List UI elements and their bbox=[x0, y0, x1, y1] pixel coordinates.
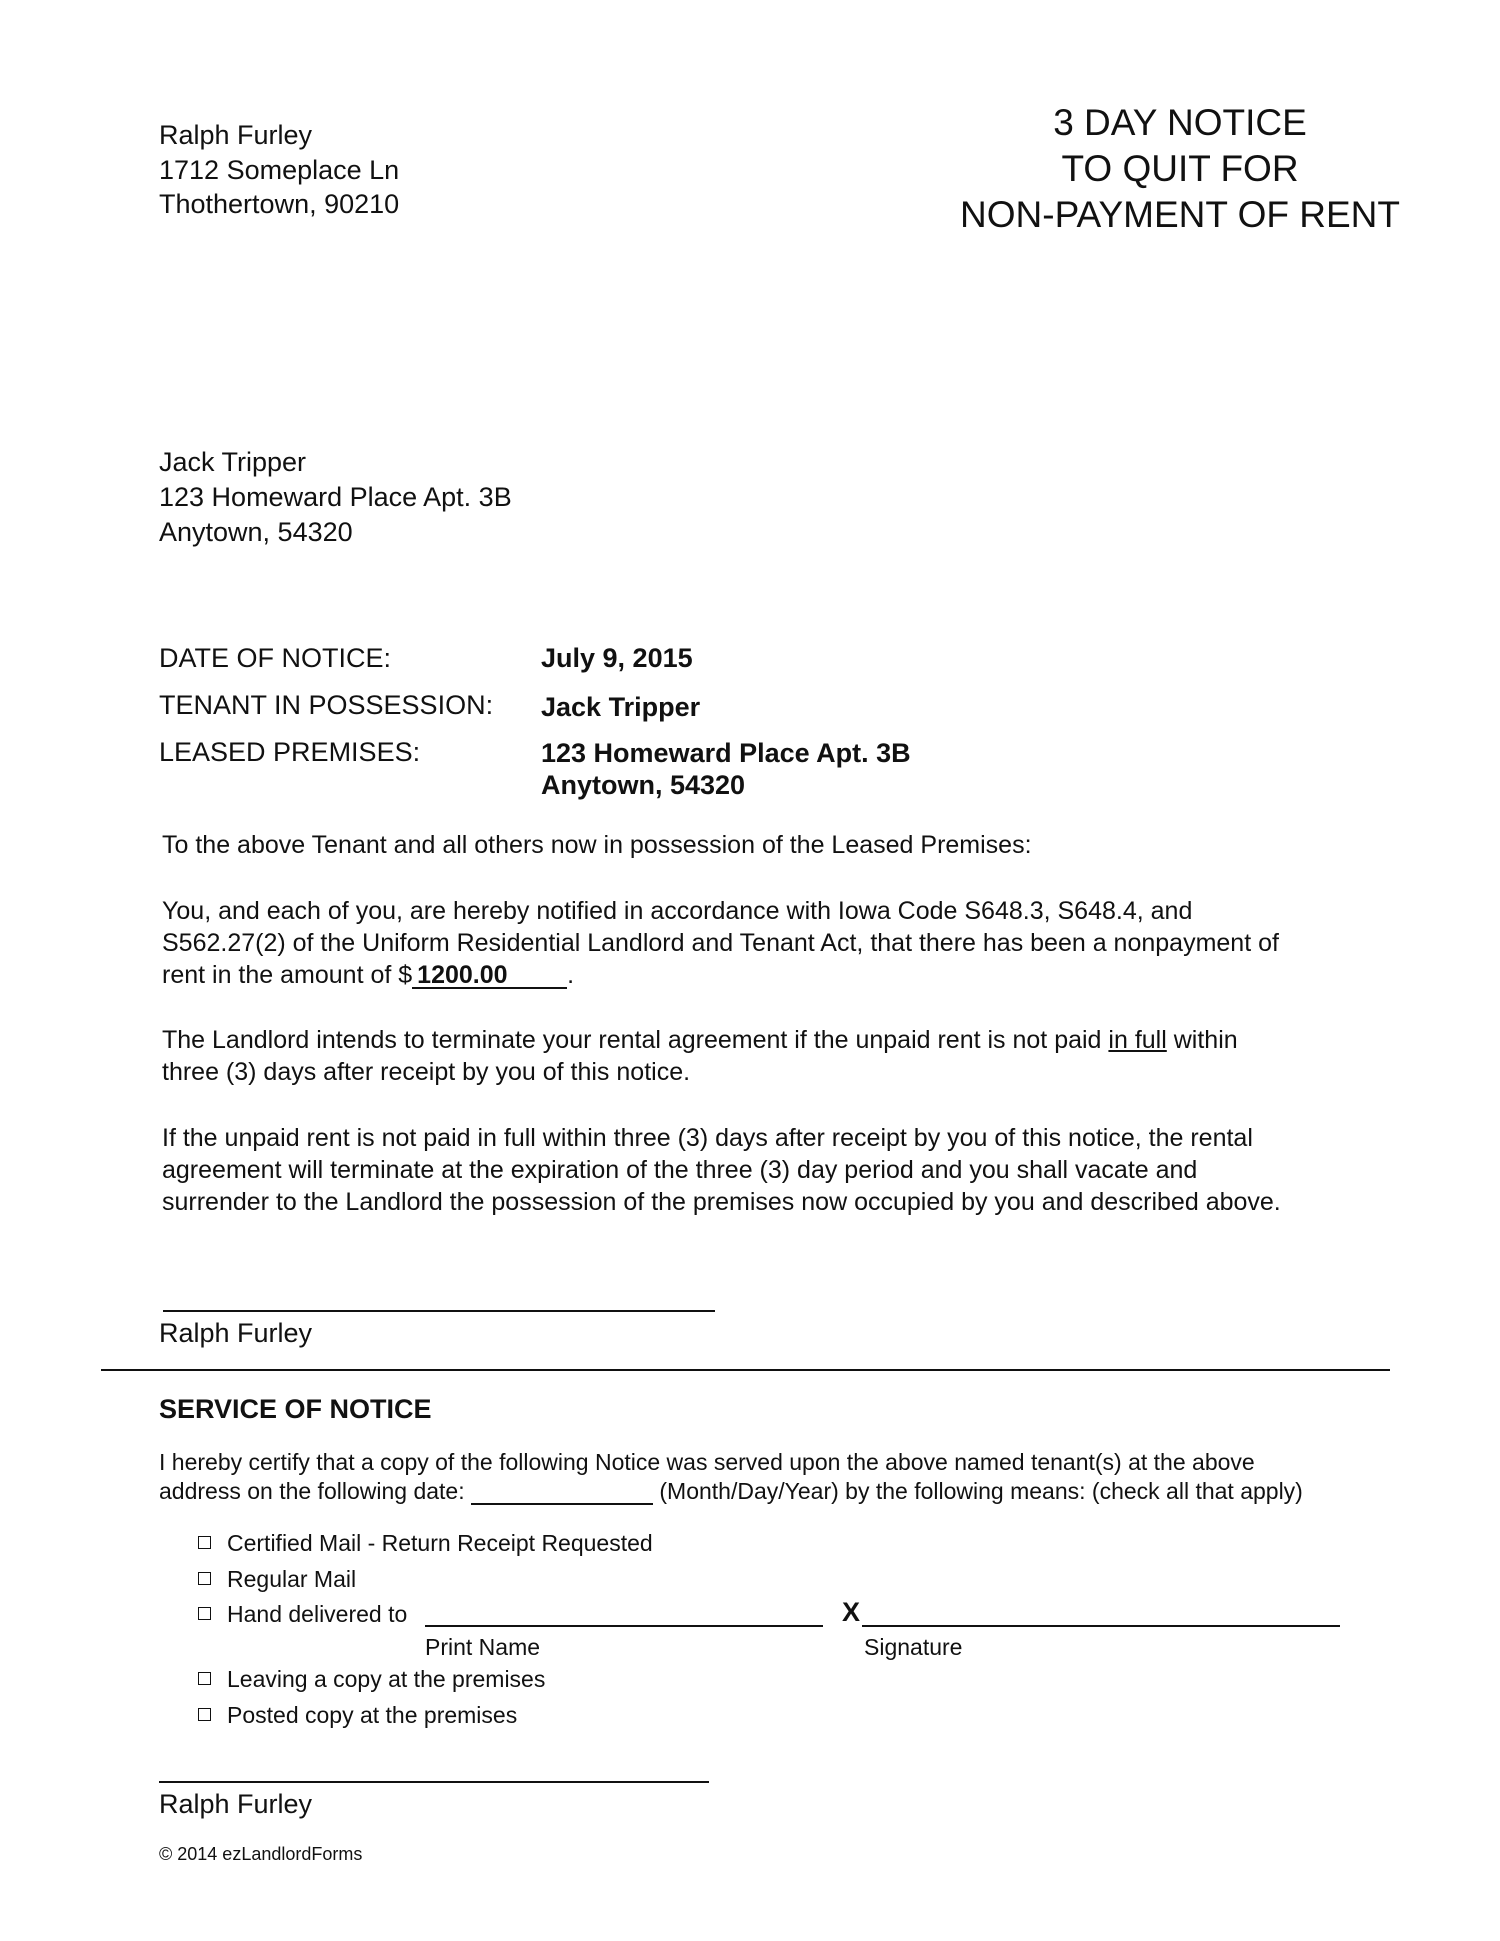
checkbox-icon[interactable] bbox=[198, 1672, 211, 1685]
tenant-in-possession-label: TENANT IN POSSESSION: bbox=[159, 690, 494, 720]
date-of-notice-value: July 9, 2015 bbox=[541, 643, 693, 673]
date-of-notice-label: DATE OF NOTICE: bbox=[159, 643, 392, 673]
signature-label: Signature bbox=[864, 1634, 963, 1660]
rent-amount-suffix: . bbox=[567, 961, 575, 989]
notification-paragraph bbox=[162, 895, 1279, 991]
option-hand-delivered[interactable] bbox=[198, 1599, 407, 1629]
landlord-address-line1: 1712 Someplace Ln bbox=[159, 155, 400, 185]
termination-line-1: If the unpaid rent is not paid in full within three (3) days after receipt by you of this notice, the rental bbox=[162, 1124, 1253, 1152]
leased-premises-line2: Anytown, 54320 bbox=[541, 770, 746, 800]
option-regular-mail[interactable] bbox=[198, 1564, 356, 1594]
option-leaving-copy[interactable] bbox=[198, 1664, 545, 1694]
notification-line-1: You, and each of you, are hereby notified in accordance with Iowa Code S648.3, S648.4, and bbox=[162, 897, 1193, 925]
landlord-signature-name: Ralph Furley bbox=[159, 1318, 313, 1348]
option-label: Regular Mail bbox=[227, 1566, 357, 1592]
termination-intent-text-end: within bbox=[1166, 1026, 1238, 1054]
service-heading: SERVICE OF NOTICE bbox=[159, 1394, 432, 1424]
certification-date-suffix: (Month/Day/Year) by the following means: (check all that apply) bbox=[659, 1478, 1303, 1504]
title-line-2: TO QUIT FOR bbox=[1061, 148, 1299, 189]
option-label: Leaving a copy at the premises bbox=[227, 1666, 546, 1692]
print-name-label: Print Name bbox=[425, 1634, 541, 1660]
title-line-3: NON-PAYMENT OF RENT bbox=[960, 194, 1400, 235]
leased-premises-label: LEASED PREMISES: bbox=[159, 737, 421, 767]
delivery-signature-line[interactable] bbox=[862, 1625, 1340, 1627]
tenant-address-line2: Anytown, 54320 bbox=[159, 517, 353, 547]
termination-intent-line-1 bbox=[162, 1024, 1238, 1056]
service-date-field[interactable] bbox=[471, 1479, 653, 1505]
option-certified-mail[interactable] bbox=[198, 1528, 653, 1558]
server-signature-name: Ralph Furley bbox=[159, 1789, 313, 1819]
tenant-in-possession-value: Jack Tripper bbox=[541, 692, 701, 722]
print-name-line[interactable] bbox=[425, 1625, 823, 1627]
option-label: Hand delivered to bbox=[227, 1601, 408, 1627]
server-signature-line bbox=[159, 1781, 709, 1783]
termination-intent-text: The Landlord intends to terminate your rental agreement if the unpaid rent is not paid bbox=[162, 1026, 1109, 1054]
option-label: Certified Mail - Return Receipt Requested bbox=[227, 1530, 653, 1556]
tenant-address-line1: 123 Homeward Place Apt. 3B bbox=[159, 482, 512, 512]
termination-intent-paragraph bbox=[162, 1024, 1238, 1088]
notification-line-2: S562.27(2) of the Uniform Residential Landlord and Tenant Act, that there has been a nonpayment of bbox=[162, 929, 1279, 957]
notification-line-3 bbox=[162, 959, 1279, 991]
signature-x-mark: X bbox=[842, 1597, 861, 1627]
termination-line-3: surrender to the Landlord the possession of the premises now occupied by you and described above. bbox=[162, 1188, 1281, 1216]
landlord-address-line2: Thothertown, 90210 bbox=[159, 189, 400, 219]
section-divider bbox=[101, 1369, 1390, 1371]
termination-intent-line-2: three (3) days after receipt by you of this notice. bbox=[162, 1058, 691, 1086]
certification-line-1: I hereby certify that a copy of the following Notice was served upon the above named tenant(s) at the above bbox=[159, 1449, 1255, 1475]
termination-line-2: agreement will terminate at the expiration of the three (3) day period and you shall vacate and bbox=[162, 1156, 1198, 1184]
termination-paragraph bbox=[162, 1122, 1281, 1218]
certification-date-prefix: address on the following date: bbox=[159, 1478, 465, 1504]
checkbox-icon[interactable] bbox=[198, 1708, 211, 1721]
checkbox-icon[interactable] bbox=[198, 1607, 211, 1620]
option-posted-copy[interactable] bbox=[198, 1700, 517, 1730]
leased-premises-line1: 123 Homeward Place Apt. 3B bbox=[541, 738, 911, 768]
option-label: Posted copy at the premises bbox=[227, 1702, 518, 1728]
landlord-signature-line bbox=[163, 1310, 715, 1312]
in-full-emphasis: in full bbox=[1108, 1026, 1167, 1054]
rent-amount: 1200.00 bbox=[412, 963, 567, 989]
rent-amount-prefix: rent in the amount of $ bbox=[162, 961, 413, 989]
certification-line-2 bbox=[159, 1476, 1303, 1506]
copyright-footer: © 2014 ezLandlordForms bbox=[159, 1844, 363, 1864]
addressee-paragraph: To the above Tenant and all others now in possession of the Leased Premises: bbox=[162, 831, 1032, 859]
notice-title bbox=[900, 100, 1460, 238]
landlord-name: Ralph Furley bbox=[159, 120, 313, 150]
title-line-1: 3 DAY NOTICE bbox=[1053, 102, 1307, 143]
checkbox-icon[interactable] bbox=[198, 1572, 211, 1585]
checkbox-icon[interactable] bbox=[198, 1536, 211, 1549]
tenant-name: Jack Tripper bbox=[159, 447, 307, 477]
